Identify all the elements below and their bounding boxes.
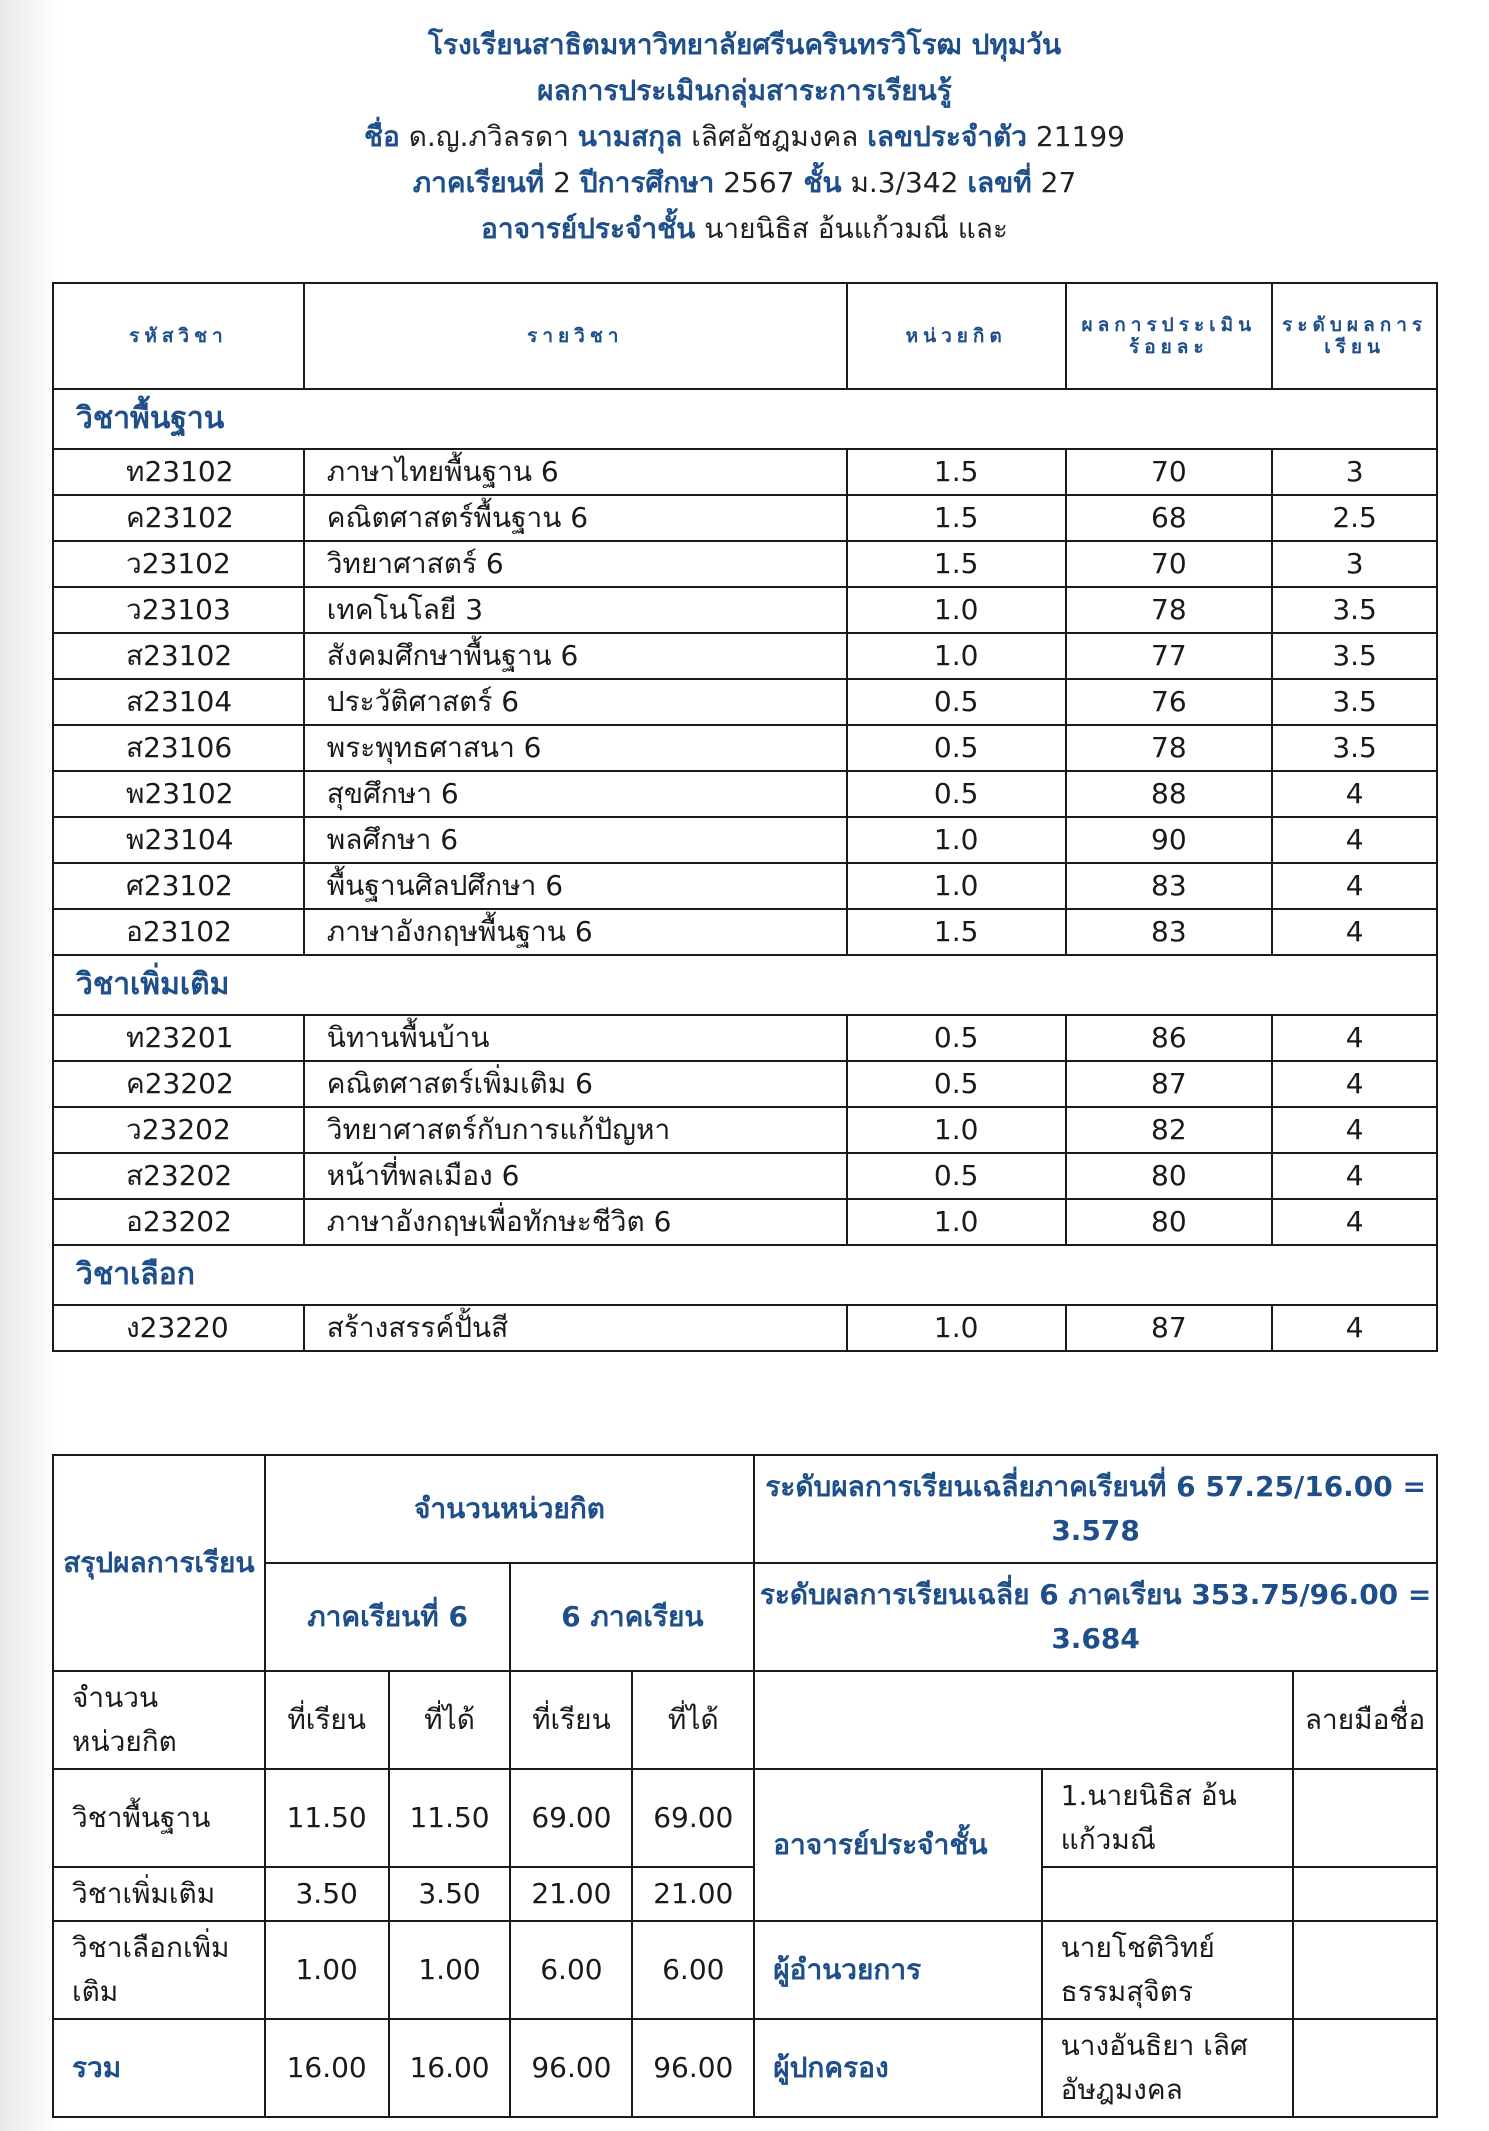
summary-row-label: วิชาเพิ่มเติม (53, 1867, 265, 1921)
term-enrolled-label: ที่เรียน (265, 1671, 389, 1769)
subject-credit: 1.5 (847, 909, 1066, 955)
subject-row (53, 633, 1437, 679)
subject-percent: 78 (1066, 725, 1273, 771)
left-edge-shadow (0, 0, 60, 2131)
subject-row (53, 587, 1437, 633)
teacher-line (0, 206, 1489, 252)
summary-row-elective (53, 1921, 1437, 2019)
subject-percent: 90 (1066, 817, 1273, 863)
subject-code: ว23102 (53, 541, 304, 587)
subject-code: ว23202 (53, 1107, 304, 1153)
gpa-total: ระดับผลการเรียนเฉลี่ย 6 ภาคเรียน 353.75/96.00 = 3.684 (754, 1563, 1437, 1671)
subject-name: ภาษาอังกฤษเพื่อทักษะชีวิต 6 (304, 1199, 847, 1245)
teacher-name: 1.นายนิธิส อ้นแก้วมณี (1042, 1769, 1293, 1867)
subject-name: สังคมศึกษาพื้นฐาน 6 (304, 633, 847, 679)
subject-row (53, 1061, 1437, 1107)
subject-code: ส23104 (53, 679, 304, 725)
director-role: ผู้อำนวยการ (754, 1921, 1041, 2019)
subject-percent: 76 (1066, 679, 1273, 725)
col-header-credit: หน่วยกิต (847, 283, 1066, 389)
group-header-row (53, 1245, 1437, 1305)
term-enrolled-value: 16.00 (265, 2019, 389, 2117)
subject-row (53, 817, 1437, 863)
subject-credit: 1.0 (847, 633, 1066, 679)
subject-name: พระพุทธศาสนา 6 (304, 725, 847, 771)
subject-grade: 4 (1272, 817, 1437, 863)
subject-percent: 80 (1066, 1199, 1273, 1245)
subject-percent: 83 (1066, 909, 1273, 955)
subject-percent: 87 (1066, 1305, 1273, 1351)
subject-grade: 3.5 (1272, 633, 1437, 679)
term-enrolled-value: 11.50 (265, 1769, 389, 1867)
summary-header-row-1 (53, 1455, 1437, 1563)
subject-code: ว23103 (53, 587, 304, 633)
all-enrolled-value: 6.00 (510, 1921, 632, 2019)
subject-name: วิทยาศาสตร์กับการแก้ปัญหา (304, 1107, 847, 1153)
grades-header-row (53, 283, 1437, 389)
year-value: 2567 (723, 166, 795, 199)
subject-credit: 1.5 (847, 541, 1066, 587)
year-label: ปีการศึกษา (579, 166, 715, 199)
subject-credit: 0.5 (847, 1153, 1066, 1199)
subject-percent: 80 (1066, 1153, 1273, 1199)
teacher-role: อาจารย์ประจำชั้น (754, 1769, 1041, 1921)
report-title: ผลการประเมินกลุ่มสาระการเรียนรู้ (537, 74, 952, 107)
summary-title: สรุปผลการเรียน (53, 1455, 265, 1671)
subject-grade: 4 (1272, 863, 1437, 909)
id-value: 21199 (1035, 120, 1125, 153)
teacher-signature-extra (1293, 1867, 1437, 1921)
report-header (0, 22, 1489, 252)
subject-row (53, 1153, 1437, 1199)
subject-code: ท23201 (53, 1015, 304, 1061)
subject-grade: 3.5 (1272, 679, 1437, 725)
credits-header: จำนวนหน่วยกิต (265, 1455, 754, 1563)
teacher-signature (1293, 1769, 1437, 1867)
all-earned-value: 69.00 (632, 1769, 754, 1867)
class-label: ชั้น (803, 166, 842, 199)
subject-name: สร้างสรรค์ปั้นสี (304, 1305, 847, 1351)
subject-grade: 4 (1272, 1199, 1437, 1245)
term-earned-value: 11.50 (389, 1769, 511, 1867)
subject-credit: 1.0 (847, 1107, 1066, 1153)
surname-value: เลิศอัชฎมงคล (691, 120, 859, 153)
subject-grade: 3 (1272, 541, 1437, 587)
term-value: 2 (553, 166, 571, 199)
number-value: 27 (1040, 166, 1077, 199)
subject-grade: 3.5 (1272, 587, 1437, 633)
subject-code: พ23102 (53, 771, 304, 817)
all-earned-value: 6.00 (632, 1921, 754, 2019)
subject-row (53, 725, 1437, 771)
subject-credit: 0.5 (847, 725, 1066, 771)
credits-label: จำนวนหน่วยกิต (53, 1671, 265, 1769)
group-title: วิชาพื้นฐาน (53, 389, 1437, 449)
term-line (0, 160, 1489, 206)
subject-grade: 4 (1272, 909, 1437, 955)
summary-table (52, 1454, 1438, 2118)
subject-grade: 4 (1272, 1153, 1437, 1199)
all-earned-value: 96.00 (632, 2019, 754, 2117)
subject-credit: 1.5 (847, 449, 1066, 495)
subject-code: ค23202 (53, 1061, 304, 1107)
id-label: เลขประจำตัว (867, 120, 1028, 153)
subject-code: อ23102 (53, 909, 304, 955)
subject-credit: 1.0 (847, 863, 1066, 909)
parent-signature (1293, 2019, 1437, 2117)
all-enrolled-label: ที่เรียน (510, 1671, 632, 1769)
term-earned-value: 3.50 (389, 1867, 511, 1921)
all-earned-value: 21.00 (632, 1867, 754, 1921)
name-value: ด.ญ.ภวิลรดา (408, 120, 569, 153)
term-enrolled-value: 1.00 (265, 1921, 389, 2019)
subject-row (53, 541, 1437, 587)
subject-row (53, 771, 1437, 817)
subject-code: ค23102 (53, 495, 304, 541)
subject-name: สุขศึกษา 6 (304, 771, 847, 817)
subject-grade: 3.5 (1272, 725, 1437, 771)
all-enrolled-value: 69.00 (510, 1769, 632, 1867)
subject-percent: 88 (1066, 771, 1273, 817)
grades-body (53, 389, 1437, 1351)
subject-grade: 2.5 (1272, 495, 1437, 541)
term-enrolled-value: 3.50 (265, 1867, 389, 1921)
teacher-value: นายนิธิส อ้นแก้วมณี และ (704, 212, 1008, 245)
group-header-row (53, 955, 1437, 1015)
subject-percent: 87 (1066, 1061, 1273, 1107)
subject-row (53, 449, 1437, 495)
subject-code: ส23202 (53, 1153, 304, 1199)
subject-grade: 4 (1272, 1061, 1437, 1107)
all-enrolled-value: 21.00 (510, 1867, 632, 1921)
term-earned-value: 1.00 (389, 1921, 511, 2019)
group-title: วิชาเลือก (53, 1245, 1437, 1305)
subject-name: นิทานพื้นบ้าน (304, 1015, 847, 1061)
all-enrolled-value: 96.00 (510, 2019, 632, 2117)
all-earned-label: ที่ได้ (632, 1671, 754, 1769)
summary-row-label: วิชาพื้นฐาน (53, 1769, 265, 1867)
subject-row (53, 1107, 1437, 1153)
col-header-code: รหัสวิชา (53, 283, 304, 389)
subject-name: หน้าที่พลเมือง 6 (304, 1153, 847, 1199)
subject-percent: 70 (1066, 449, 1273, 495)
subject-grade: 4 (1272, 771, 1437, 817)
term-label: ภาคเรียนที่ (412, 166, 545, 199)
parent-name: นางอันธิยา เลิศอัษฎมงคล (1042, 2019, 1293, 2117)
director-signature (1293, 1921, 1437, 2019)
subject-row (53, 495, 1437, 541)
school-name: โรงเรียนสาธิตมหาวิทยาลัยศรีนครินทรวิโรฒ ปทุมวัน (427, 28, 1062, 61)
subject-percent: 86 (1066, 1015, 1273, 1061)
subject-code: อ23202 (53, 1199, 304, 1245)
subject-credit: 1.0 (847, 1305, 1066, 1351)
subject-name: ภาษาไทยพื้นฐาน 6 (304, 449, 847, 495)
subject-percent: 83 (1066, 863, 1273, 909)
name-label: ชื่อ (364, 120, 400, 153)
subject-name: คณิตศาสตร์เพิ่มเติม 6 (304, 1061, 847, 1107)
group-header-row (53, 389, 1437, 449)
subject-name: เทคโนโลยี 3 (304, 587, 847, 633)
subject-grade: 4 (1272, 1015, 1437, 1061)
term-header: ภาคเรียนที่ 6 (265, 1563, 511, 1671)
subject-name: พลศึกษา 6 (304, 817, 847, 863)
subject-credit: 1.5 (847, 495, 1066, 541)
col-header-subject: รายวิชา (304, 283, 847, 389)
summary-row-basic (53, 1769, 1437, 1867)
subject-percent: 82 (1066, 1107, 1273, 1153)
signature-label: ลายมือชื่อ (1293, 1671, 1437, 1769)
subject-code: ศ23102 (53, 863, 304, 909)
summary-subheader-row (53, 1671, 1437, 1769)
subject-name: คณิตศาสตร์พื้นฐาน 6 (304, 495, 847, 541)
class-value: ม.3/342 (850, 166, 959, 199)
subject-row (53, 1305, 1437, 1351)
subject-code: ส23102 (53, 633, 304, 679)
subject-percent: 70 (1066, 541, 1273, 587)
subject-row (53, 679, 1437, 725)
subject-credit: 0.5 (847, 1015, 1066, 1061)
director-name: นายโชติวิทย์ ธรรมสุจิตร (1042, 1921, 1293, 2019)
summary-row-label: รวม (53, 2019, 265, 2117)
gpa-term: ระดับผลการเรียนเฉลี่ยภาคเรียนที่ 6 57.25/16.00 = 3.578 (754, 1455, 1437, 1563)
term-earned-value: 16.00 (389, 2019, 511, 2117)
subject-credit: 0.5 (847, 679, 1066, 725)
subject-code: ส23106 (53, 725, 304, 771)
summary-row-label: วิชาเลือกเพิ่มเติม (53, 1921, 265, 2019)
col-header-grade: ระดับผลการเรียน (1272, 283, 1437, 389)
teacher-label: อาจารย์ประจำชั้น (481, 212, 696, 245)
subject-row (53, 1015, 1437, 1061)
subject-name: วิทยาศาสตร์ 6 (304, 541, 847, 587)
subject-credit: 1.0 (847, 817, 1066, 863)
subject-name: พื้นฐานศิลปศึกษา 6 (304, 863, 847, 909)
subject-grade: 4 (1272, 1107, 1437, 1153)
student-name-line (0, 114, 1489, 160)
term-earned-label: ที่ได้ (389, 1671, 511, 1769)
subject-code: ท23102 (53, 449, 304, 495)
subject-percent: 78 (1066, 587, 1273, 633)
subject-credit: 1.0 (847, 1199, 1066, 1245)
subject-row (53, 863, 1437, 909)
grades-table (52, 282, 1438, 1352)
subject-name: ภาษาอังกฤษพื้นฐาน 6 (304, 909, 847, 955)
summary-row-total (53, 2019, 1437, 2117)
number-label: เลขที่ (967, 166, 1032, 199)
subject-grade: 4 (1272, 1305, 1437, 1351)
blank-cell (754, 1671, 1293, 1769)
parent-role: ผู้ปกครอง (754, 2019, 1041, 2117)
group-title: วิชาเพิ่มเติม (53, 955, 1437, 1015)
subject-name: ประวัติศาสตร์ 6 (304, 679, 847, 725)
subject-code: ง23220 (53, 1305, 304, 1351)
subject-row (53, 1199, 1437, 1245)
summary-row-additional (53, 1867, 1437, 1921)
subject-credit: 0.5 (847, 771, 1066, 817)
surname-label: นามสกุล (577, 120, 683, 153)
teacher-name-extra (1042, 1867, 1293, 1921)
subject-credit: 1.0 (847, 587, 1066, 633)
subject-code: พ23104 (53, 817, 304, 863)
subject-row (53, 909, 1437, 955)
subject-percent: 68 (1066, 495, 1273, 541)
subject-percent: 77 (1066, 633, 1273, 679)
subject-grade: 3 (1272, 449, 1437, 495)
subject-credit: 0.5 (847, 1061, 1066, 1107)
col-header-percent: ผลการประเมินร้อยละ (1066, 283, 1273, 389)
six-terms-header: 6 ภาคเรียน (510, 1563, 754, 1671)
